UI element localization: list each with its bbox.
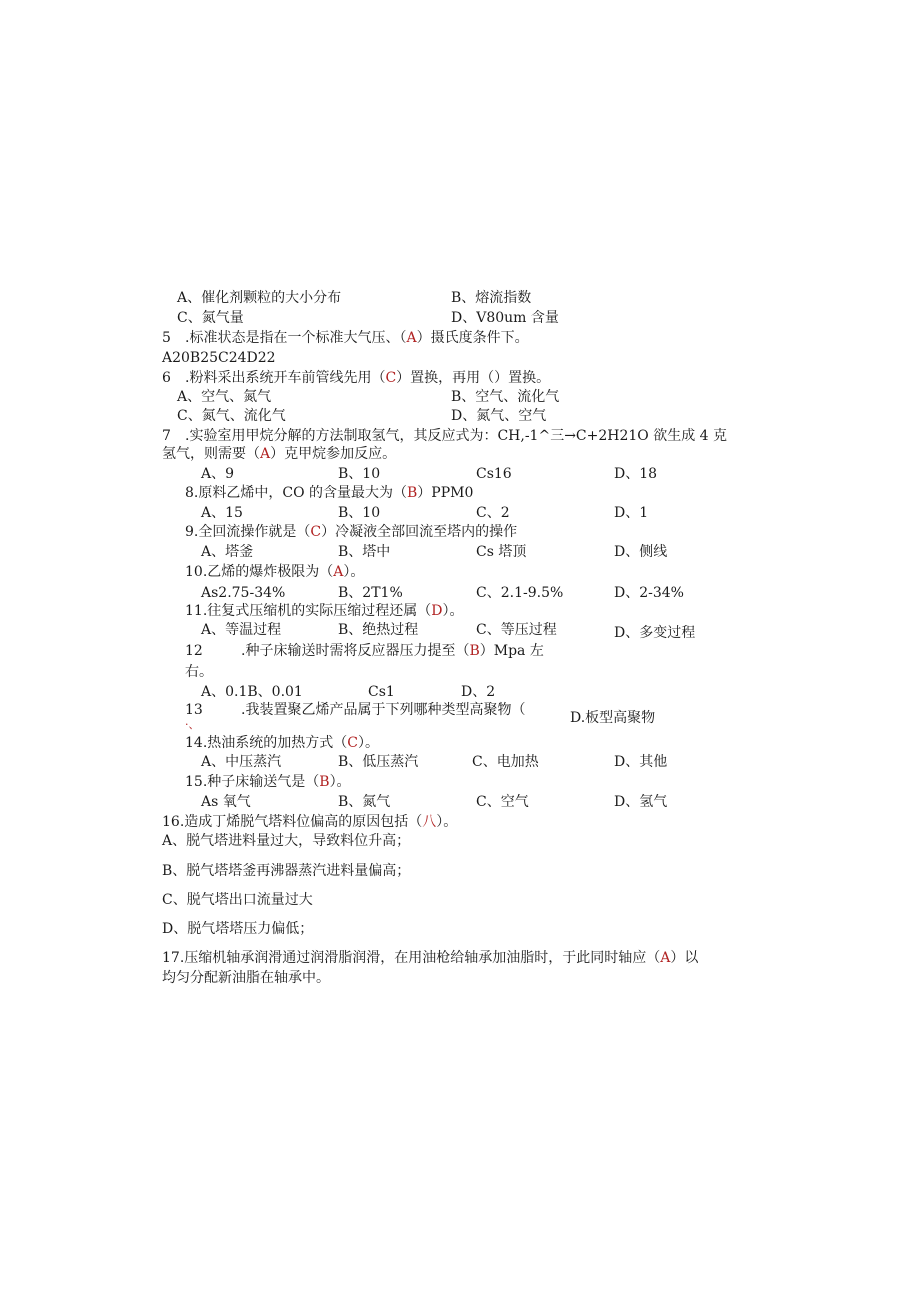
q11-option-a: A、等温过程 (201, 622, 282, 638)
q7-stem-line2-post: ）克甲烷参加反应。 (270, 446, 397, 462)
q10-option-b: B、2T1% (338, 585, 403, 601)
q17-stem (162, 951, 698, 965)
q6-option-c: C、氮气、流化气 (177, 408, 286, 424)
q11-stem (185, 604, 464, 618)
q6-option-a: A、空气、氮气 (177, 389, 272, 405)
q6-option-d: D、氮气、空气 (451, 408, 547, 424)
q5-stem-post: ）摄氏度条件下。 (416, 330, 529, 346)
q11-stem-post: ）。 (442, 603, 464, 619)
q5-stem (185, 331, 529, 345)
q13-fragment: ·、 (185, 718, 200, 731)
q14-stem-pre: 14.热油系统的加热方式（ (185, 735, 348, 751)
q7-option-b: B、10 (338, 466, 381, 482)
q16-option-c: C、脱气塔出口流量过大 (162, 892, 313, 908)
q14-option-d: D、其他 (614, 754, 668, 770)
q10-option-c: C、2.1-9.5% (476, 585, 564, 601)
q5-number: 5 (162, 330, 171, 346)
q10-stem (185, 565, 364, 579)
q8-option-a: A、15 (201, 505, 243, 521)
q16-option-a: A、脱气塔进料量过大，导致料位升高； (162, 833, 411, 849)
q7-stem-line2-pre: 氢气，则需要（ (162, 446, 260, 462)
q12-stem-pre: .种子床输送时需将反应器压力提至（ (241, 643, 470, 659)
q14-stem (185, 736, 379, 750)
q12-option-d: D、2 (461, 684, 496, 700)
q4-option-a: A、催化剂颗粒的大小分布 (177, 290, 342, 306)
q8-answer: B (407, 485, 418, 501)
q15-option-b: B、氮气 (338, 794, 391, 810)
q11-option-b: B、绝热过程 (338, 622, 419, 638)
q5-stem-pre: .标准状态是指在一个标准大气压、（ (185, 330, 407, 346)
q9-option-b: B、塔中 (338, 544, 391, 560)
q9-stem-pre: 9.全回流操作就是（ (185, 524, 311, 540)
q10-stem-post: ）。 (343, 564, 365, 580)
q9-option-d: D、侧线 (614, 544, 668, 560)
q17-stem-post: ）以 (670, 950, 699, 966)
q6-stem (185, 371, 550, 385)
q17-answer: A (660, 950, 671, 966)
q7-option-c: Cs16 (476, 466, 512, 482)
q14-stem-post: ）。 (357, 735, 379, 751)
q10-stem-pre: 10.乙烯的爆炸极限为（ (185, 564, 334, 580)
q12-stem-post: ）Mpa 左 (479, 643, 544, 659)
q8-option-c: C、2 (476, 505, 510, 521)
q15-stem-post: ）。 (329, 774, 351, 790)
q4-option-b: B、熔流指数 (451, 290, 532, 306)
q10-answer: A (333, 564, 344, 580)
q16-stem-post: ）。 (436, 814, 458, 830)
q8-option-d: D、1 (614, 505, 649, 521)
q7-option-d: D、18 (614, 466, 658, 482)
q8-option-b: B、10 (338, 505, 381, 521)
q10-option-a: As2.75-34% (201, 585, 286, 601)
q13-option-d: D.板型高聚物 (570, 710, 656, 726)
q12-option-c: Cs1 (368, 684, 395, 700)
q12-stem (241, 644, 544, 658)
q15-option-c: C、空气 (476, 794, 529, 810)
q15-stem (185, 775, 351, 789)
q14-option-a: A、中压蒸汽 (201, 754, 282, 770)
q6-stem-post: ）置换，再用（）置换。 (396, 370, 551, 386)
q7-stem-line1: .实验室用甲烷分解的方法制取氢气，其反应式为：CH,-1^三→C+2H21O 欲生成 4 克 (185, 428, 728, 444)
q6-answer: C (385, 370, 397, 386)
q17-stem-pre: 17.压缩机轴承润滑通过润滑脂润滑，在用油枪给轴承加油脂时，于此同时轴应（ (162, 950, 661, 966)
q7-answer: A (260, 446, 271, 462)
q14-option-b: B、低压蒸汽 (338, 754, 419, 770)
q9-stem (185, 525, 517, 539)
q6-stem-pre: .粉料采出系统开车前管线先用（ (185, 370, 386, 386)
q16-stem-pre: 16.造成丁烯脱气塔料位偏高的原因包括（ (162, 814, 423, 830)
q11-stem-pre: 11.往复式压缩机的实际压缩过程还属（ (185, 603, 432, 619)
q9-answer: C (310, 524, 322, 540)
q15-option-a: As 氧气 (201, 794, 251, 810)
q8-stem-pre: 8.原料乙烯中，CO 的含量最大为（ (185, 485, 407, 501)
q11-option-d: D、多变过程 (614, 625, 696, 641)
q11-option-c: C、等压过程 (476, 622, 557, 638)
q9-option-c: Cs 塔顶 (476, 544, 527, 560)
q7-stem-line2 (162, 447, 396, 461)
q17-stem-line2: 均匀分配新油脂在轴承中。 (162, 970, 330, 986)
q8-stem-post: ）PPM0 (417, 485, 474, 501)
q8-stem (185, 486, 473, 500)
q12-number: 12 (185, 643, 203, 659)
q12-answer: B (469, 643, 480, 659)
q6-option-b: B、空气、流化气 (451, 389, 560, 405)
q15-stem-pre: 15.种子床输送气是（ (185, 774, 320, 790)
q13-stem: .我装置聚乙烯产品属于下列哪种类型高聚物（ (241, 702, 526, 718)
q7-number: 7 (162, 428, 171, 444)
q12-options-ab: A、0.1B、0.01 (201, 684, 303, 700)
q16-answer: 八 (422, 814, 437, 830)
q11-answer: D (431, 603, 443, 619)
q12-stem-line2: 右。 (185, 664, 213, 680)
q14-answer: C (347, 735, 358, 751)
q14-option-c: C、电加热 (472, 754, 539, 770)
q10-option-d: D、2-34% (614, 585, 684, 601)
q9-stem-post: ）冷凝液全部回流至塔内的操作 (321, 524, 518, 540)
q4-option-c: C、氮气量 (177, 310, 244, 326)
q6-number: 6 (162, 370, 171, 386)
q16-stem (162, 815, 457, 829)
q5-answer: A (406, 330, 417, 346)
q13-number: 13 (185, 702, 203, 718)
q16-option-b: B、脱气塔塔釜再沸器蒸汽进料量偏高； (162, 863, 411, 879)
q5-options: A20B25C24D22 (162, 350, 276, 366)
q15-answer: B (319, 774, 330, 790)
q15-option-d: D、氢气 (614, 794, 668, 810)
q4-option-d: D、V80um 含量 (451, 310, 559, 326)
q9-option-a: A、塔釜 (201, 544, 254, 560)
q16-option-d: D、脱气塔塔压力偏低； (162, 921, 314, 937)
q7-option-a: A、9 (201, 466, 235, 482)
